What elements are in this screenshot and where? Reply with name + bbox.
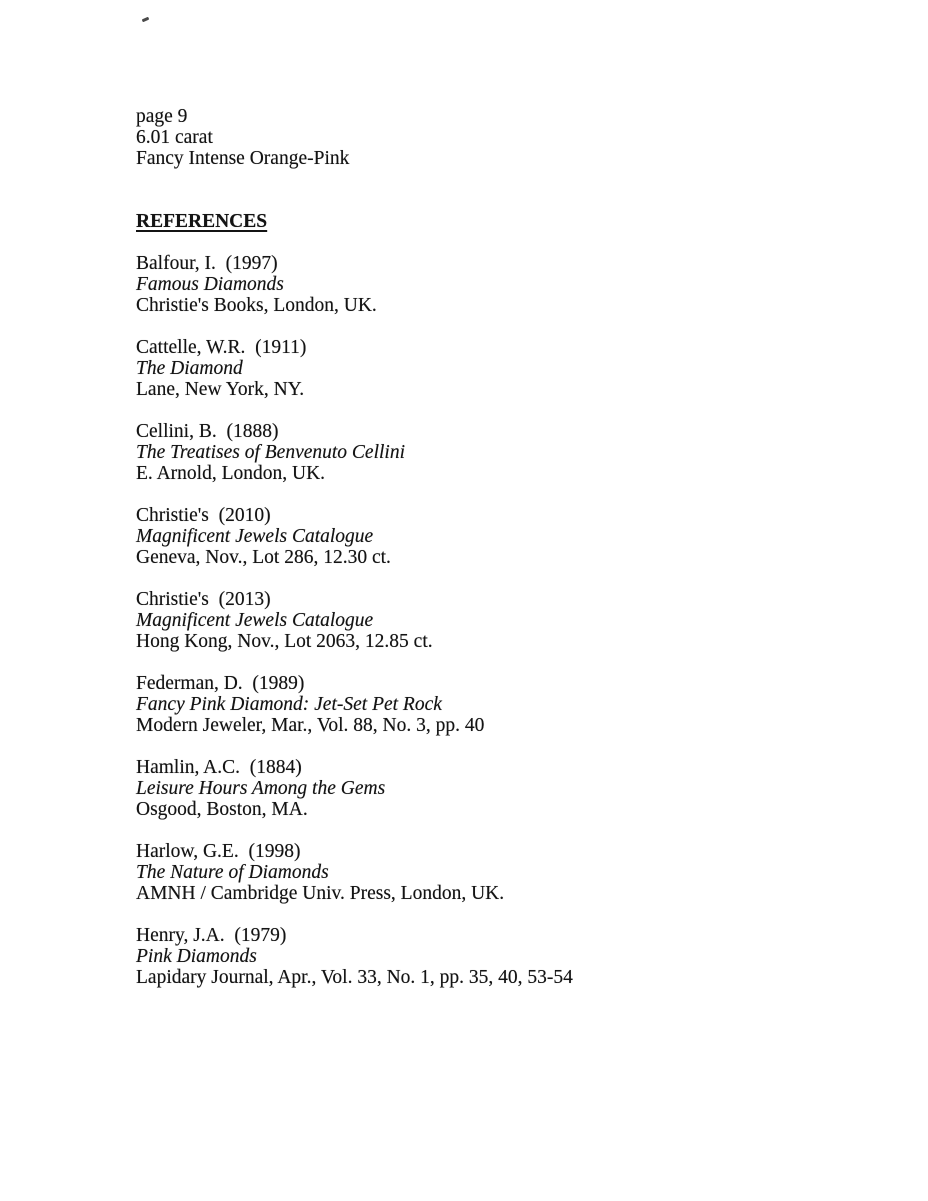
references-list <box>136 253 573 988</box>
reference-entry <box>136 757 573 820</box>
reference-author-line: Christie's (2013) <box>136 589 271 610</box>
reference-entry <box>136 673 573 736</box>
reference-author-line: Henry, J.A. (1979) <box>136 925 287 946</box>
reference-publication-line: Christie's Books, London, UK. <box>136 295 377 316</box>
scan-speckle-mark <box>142 17 150 23</box>
reference-publication-line: Osgood, Boston, MA. <box>136 799 308 820</box>
page-header-block <box>136 106 573 169</box>
reference-publication-line: E. Arnold, London, UK. <box>136 463 326 484</box>
references-heading: REFERENCES <box>136 211 268 232</box>
reference-entry <box>136 925 573 988</box>
reference-title-line: Leisure Hours Among the Gems <box>136 778 386 799</box>
reference-author-line: Christie's (2010) <box>136 505 271 526</box>
reference-title-line: Magnificent Jewels Catalogue <box>136 526 374 547</box>
page-number-line: page 9 <box>136 106 188 127</box>
reference-title-line: The Nature of Diamonds <box>136 862 329 883</box>
reference-entry <box>136 337 573 400</box>
reference-entry <box>136 589 573 652</box>
reference-title-line: The Diamond <box>136 358 243 379</box>
reference-entry <box>136 421 573 484</box>
reference-author-line: Cattelle, W.R. (1911) <box>136 337 307 358</box>
carat-weight-line: 6.01 carat <box>136 127 213 148</box>
color-grade-line: Fancy Intense Orange-Pink <box>136 148 350 169</box>
document-content <box>136 106 573 988</box>
reference-author-line: Cellini, B. (1888) <box>136 421 279 442</box>
reference-title-line: Magnificent Jewels Catalogue <box>136 610 374 631</box>
reference-title-line: Pink Diamonds <box>136 946 257 967</box>
reference-entry <box>136 253 573 316</box>
reference-title-line: The Treatises of Benvenuto Cellini <box>136 442 406 463</box>
reference-title-line: Fancy Pink Diamond: Jet-Set Pet Rock <box>136 694 442 715</box>
reference-publication-line: Geneva, Nov., Lot 286, 12.30 ct. <box>136 547 391 568</box>
reference-entry <box>136 841 573 904</box>
reference-title-line: Famous Diamonds <box>136 274 284 295</box>
reference-publication-line: Lane, New York, NY. <box>136 379 305 400</box>
reference-author-line: Federman, D. (1989) <box>136 673 305 694</box>
reference-author-line: Hamlin, A.C. (1884) <box>136 757 302 778</box>
reference-author-line: Harlow, G.E. (1998) <box>136 841 301 862</box>
reference-publication-line: Hong Kong, Nov., Lot 2063, 12.85 ct. <box>136 631 433 652</box>
reference-entry <box>136 505 573 568</box>
reference-publication-line: AMNH / Cambridge Univ. Press, London, UK. <box>136 883 505 904</box>
reference-author-line: Balfour, I. (1997) <box>136 253 278 274</box>
reference-publication-line: Modern Jeweler, Mar., Vol. 88, No. 3, pp. 40 <box>136 715 485 736</box>
reference-publication-line: Lapidary Journal, Apr., Vol. 33, No. 1, pp. 35, 40, 53-54 <box>136 967 573 988</box>
